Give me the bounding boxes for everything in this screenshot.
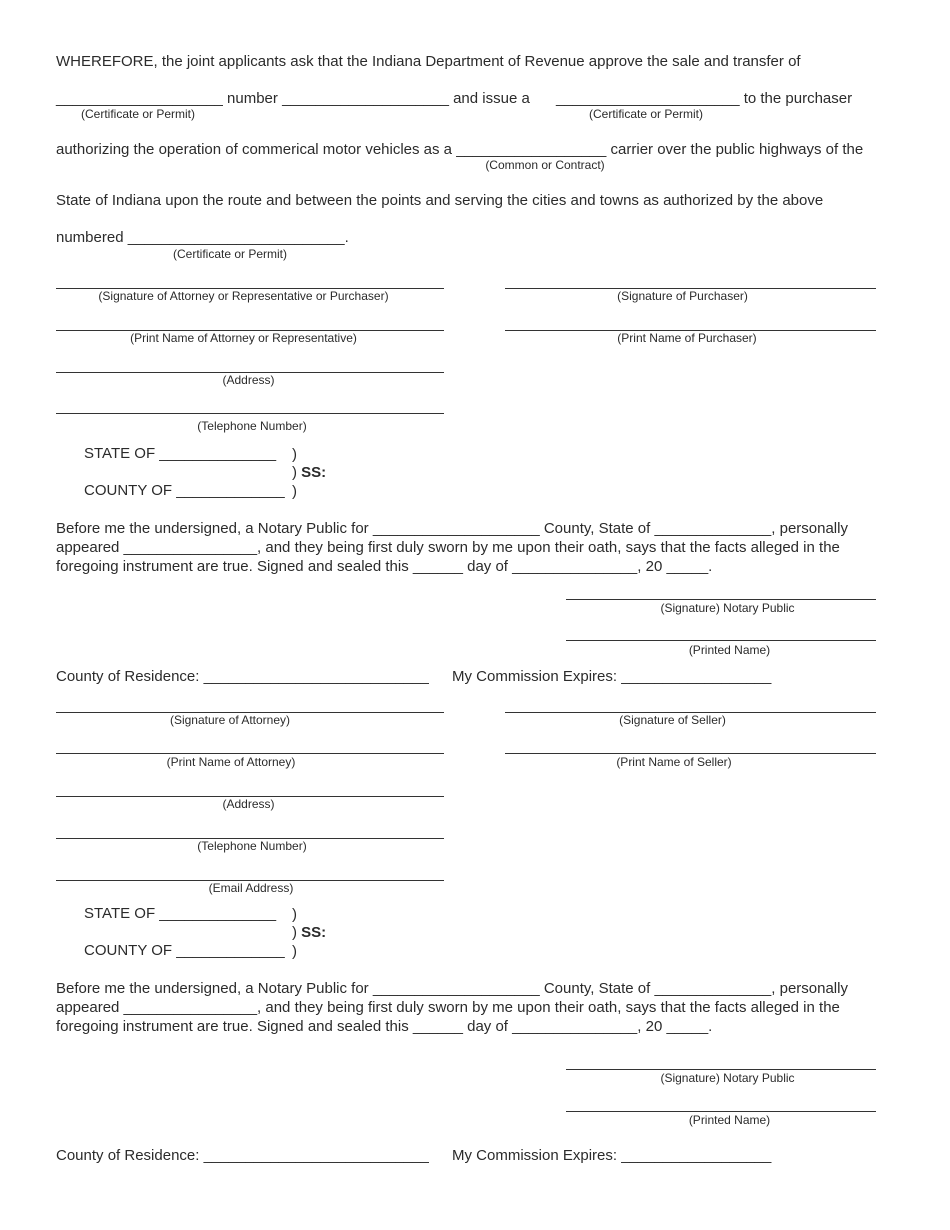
caption-certificate-3: (Certificate or Permit)	[172, 247, 288, 261]
carrier-type-blank[interactable]: __________________	[456, 141, 607, 158]
venue-paren-3: )	[292, 483, 297, 500]
notary-printed-name-line-1[interactable]	[566, 640, 876, 641]
caption-print-name-seller: (Print Name of Seller)	[616, 755, 732, 769]
caption-certificate-1: (Certificate or Permit)	[80, 107, 196, 121]
caption-notary-signature-1: (Signature) Notary Public	[660, 601, 795, 615]
county-of-field-2[interactable]: COUNTY OF _____________	[84, 942, 285, 959]
to-purchaser-label: to the purchaser	[739, 90, 853, 107]
ss-text-2: SS:	[301, 924, 327, 941]
caption-address-1: (Address)	[222, 373, 275, 387]
intro-line-2-right	[556, 90, 852, 108]
venue-paren-ss: )	[292, 464, 297, 481]
certificate-blank[interactable]: ____________________	[56, 90, 223, 107]
caption-common-contract: (Common or Contract)	[485, 158, 605, 172]
notary-paragraph-1: Before me the undersigned, a Notary Public for ____________________ County, State of ______________, personally appeared ________________, and they being first duly sworn by me upon their oath, says that the facts alleged in the foregoing instrument are true. Signed and sealed this ______ day of _______________, 20 _____.	[56, 520, 848, 575]
notary-printed-name-line-2[interactable]	[566, 1111, 876, 1112]
intro-line-4: State of Indiana upon the route and between the points and serving the cities and towns as authorized by the above	[56, 192, 824, 209]
telephone-line-1[interactable]	[56, 413, 444, 414]
commission-expires-2[interactable]: My Commission Expires: __________________	[452, 1147, 772, 1164]
caption-print-name-purchaser: (Print Name of Purchaser)	[617, 331, 757, 345]
caption-telephone-2: (Telephone Number)	[197, 839, 307, 853]
caption-notary-printed-name-1: (Printed Name)	[688, 643, 771, 657]
caption-email: (Email Address)	[208, 881, 294, 895]
issued-certificate-blank[interactable]: ______________________	[556, 90, 740, 107]
county-of-field[interactable]: COUNTY OF _____________	[84, 482, 285, 499]
caption-signature-attorney-purchaser: (Signature of Attorney or Representative or Purchaser)	[98, 289, 389, 303]
venue-paren: )	[292, 446, 297, 463]
intro-line-5	[56, 229, 349, 247]
caption-print-name-attorney: (Print Name of Attorney)	[166, 755, 296, 769]
ss-text: SS:	[301, 464, 327, 481]
notary-paragraph-2: Before me the undersigned, a Notary Public for ____________________ County, State of ______________, personally appeared ________________, and they being first duly sworn by me upon their oath, says that the facts alleged in the foregoing instrument are true. Signed and sealed this ______ day of _______________, 20 _____.	[56, 980, 848, 1035]
ss-label-2	[292, 924, 326, 942]
caption-signature-seller: (Signature of Seller)	[619, 713, 726, 727]
caption-signature-purchaser: (Signature of Purchaser)	[617, 289, 748, 303]
state-of-field[interactable]: STATE OF ______________	[84, 445, 277, 462]
caption-certificate-2: (Certificate or Permit)	[588, 107, 704, 121]
venue-paren-2a: )	[292, 906, 297, 923]
carrier-text: carrier over the public highways of the	[606, 141, 864, 158]
intro-line-2	[56, 90, 530, 108]
venue-paren-ss-2: )	[292, 924, 297, 941]
numbered-label: numbered	[56, 229, 128, 246]
caption-notary-signature-2: (Signature) Notary Public	[660, 1071, 795, 1085]
caption-notary-printed-name-2: (Printed Name)	[688, 1113, 771, 1127]
caption-address-2: (Address)	[222, 797, 275, 811]
caption-telephone-1: (Telephone Number)	[197, 419, 307, 433]
print-name-line-seller[interactable]	[505, 753, 876, 754]
intro-line-3	[56, 141, 863, 159]
county-of-residence-2[interactable]: County of Residence: ___________________________	[56, 1147, 429, 1164]
intro-line-1: WHEREFORE, the joint applicants ask that the Indiana Department of Revenue approve the sale and transfer of	[56, 53, 801, 70]
venue-paren-2c: )	[292, 943, 297, 960]
state-of-field-2[interactable]: STATE OF ______________	[84, 905, 277, 922]
caption-print-name-attorney-representative: (Print Name of Attorney or Representative)	[130, 331, 357, 345]
number-label: number	[222, 90, 283, 107]
authorizing-text: authorizing the operation of commerical motor vehicles as a	[56, 141, 457, 158]
commission-expires-1[interactable]: My Commission Expires: __________________	[452, 668, 772, 685]
notary-signature-line-2[interactable]	[566, 1069, 876, 1070]
notary-signature-line-1[interactable]	[566, 599, 876, 600]
and-issue-label: and issue a	[448, 90, 530, 107]
print-name-line-attorney[interactable]	[56, 753, 444, 754]
ss-label	[292, 464, 326, 482]
caption-signature-attorney: (Signature of Attorney)	[169, 713, 291, 727]
numbered-blank[interactable]: __________________________.	[127, 229, 349, 246]
county-of-residence-1[interactable]: County of Residence: ___________________________	[56, 668, 429, 685]
number-blank[interactable]: ____________________	[282, 90, 449, 107]
